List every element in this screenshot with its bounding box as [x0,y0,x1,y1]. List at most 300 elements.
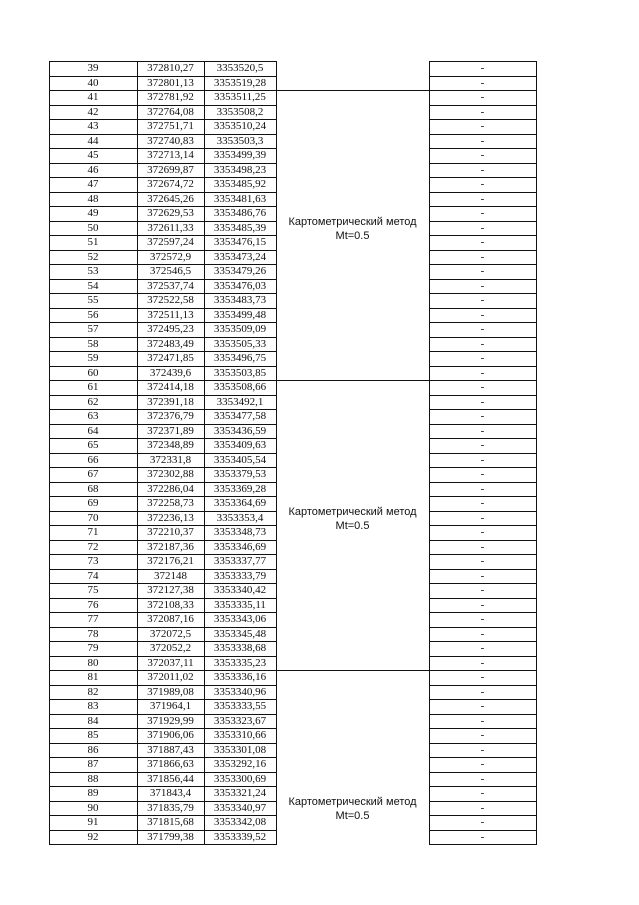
y-coordinate-cell: 3353323,67 [213,714,267,727]
x-coordinate-cell: 372236,13 [147,511,194,524]
table-rule [49,351,277,352]
x-coordinate-cell: 372483,49 [147,337,194,350]
y-coordinate-cell: 3353505,33 [213,337,267,350]
x-coordinate-cell: 372072,5 [149,627,192,640]
error-value-cell: - [480,120,485,132]
table-rule [429,293,537,294]
point-number-cell: 44 [87,134,99,147]
point-number-cell: 58 [87,337,99,350]
error-value-cell: - [480,468,485,480]
x-coordinate-cell: 372187,36 [147,540,194,553]
table-rule [429,583,537,584]
x-coordinate-cell: 372810,27 [147,62,194,74]
table-rule [429,163,537,164]
table-rule [49,61,50,845]
y-coordinate-cell: 3353364,69 [213,497,267,509]
point-number-cell: 71 [87,526,99,538]
x-coordinate-cell: 371887,43 [147,743,194,756]
y-coordinate-cell: 3353509,09 [213,323,267,335]
point-number-cell: 43 [87,120,99,132]
point-number-cell: 68 [87,482,99,495]
point-number-cell: 82 [87,685,99,698]
table-rule [137,61,138,845]
table-rule [49,61,277,62]
point-number-cell: 55 [87,294,99,306]
table-rule [49,786,277,787]
table-rule [429,569,537,570]
y-coordinate-cell: 3353335,11 [214,598,266,611]
y-coordinate-cell: 3353511,25 [214,91,266,103]
x-coordinate-cell: 372781,92 [147,91,194,103]
table-rule [429,728,537,729]
table-rule [276,90,430,91]
table-rule [49,830,277,831]
point-number-cell: 86 [87,743,99,756]
x-coordinate-cell: 372537,74 [147,279,194,292]
y-coordinate-cell: 3353300,69 [213,772,267,785]
table-rule [49,699,277,700]
table-rule [429,641,537,642]
x-coordinate-cell: 372148 [154,569,187,582]
table-rule [49,743,277,744]
point-number-cell: 60 [87,366,99,379]
x-coordinate-cell: 371815,68 [147,816,194,828]
table-rule [49,815,277,816]
y-coordinate-cell: 3353310,66 [213,729,267,741]
y-coordinate-cell: 3353483,73 [213,294,267,306]
x-coordinate-cell: 372258,73 [147,497,194,509]
x-coordinate-cell: 371929,99 [147,714,194,727]
table-rule [204,61,205,845]
table-rule [429,685,537,686]
y-coordinate-cell: 3353333,79 [213,569,267,582]
table-rule [429,235,537,236]
table-rule [429,206,537,207]
error-value-cell: - [480,163,485,176]
point-number-cell: 75 [87,584,99,596]
error-value-cell: - [480,366,485,379]
x-coordinate-cell: 372645,26 [147,192,194,205]
x-coordinate-cell: 372302,88 [147,468,194,480]
x-coordinate-cell: 371843,4 [149,787,192,799]
y-coordinate-cell: 3353476,15 [213,236,267,248]
y-coordinate-cell: 3353340,96 [213,685,267,698]
error-value-cell: - [480,540,485,553]
table-rule [429,627,537,628]
table-rule [49,598,277,599]
table-rule [49,554,277,555]
table-rule [429,743,537,744]
table-rule [429,482,537,483]
point-number-cell: 69 [87,497,99,509]
table-rule [429,119,537,120]
x-coordinate-cell: 372414,18 [147,381,194,393]
method-precision: Mt=0.5 [335,519,370,532]
point-number-cell: 53 [87,265,99,277]
x-coordinate-cell: 372674,72 [147,178,194,190]
x-coordinate-cell: 372127,38 [147,584,194,596]
table-rule [49,105,277,106]
method-label-group-2 [276,505,429,533]
y-coordinate-cell: 3353476,03 [213,279,267,292]
y-coordinate-cell: 3353292,16 [213,758,267,770]
error-value-cell: - [480,207,485,219]
y-coordinate-cell: 3353499,39 [213,149,267,161]
point-number-cell: 92 [87,830,99,843]
point-number-cell: 51 [87,236,99,248]
table-rule [276,670,430,671]
x-coordinate-cell: 371799,38 [147,830,194,843]
error-value-cell: - [480,598,485,611]
table-rule [49,670,277,671]
point-number-cell: 91 [87,816,99,828]
error-value-cell: - [480,395,485,408]
table-rule [276,61,277,845]
table-rule [429,264,537,265]
y-coordinate-cell: 3353369,28 [213,482,267,495]
x-coordinate-cell: 372210,37 [147,526,194,538]
method-precision: Mt=0.5 [335,229,370,242]
x-coordinate-cell: 372740,83 [147,134,194,147]
table-rule [429,76,537,77]
table-rule [429,844,537,845]
table-rule [429,656,537,657]
table-rule [429,366,537,367]
x-coordinate-cell: 372801,13 [147,76,194,89]
x-coordinate-cell: 372108,33 [147,598,194,611]
table-rule [49,119,277,120]
x-coordinate-cell: 372471,85 [147,352,194,364]
point-number-cell: 66 [87,453,99,466]
table-rule [49,395,277,396]
y-coordinate-cell: 3353342,08 [213,816,267,828]
table-rule [49,438,277,439]
table-rule [49,76,277,77]
table-rule [49,656,277,657]
error-value-cell: - [480,787,485,799]
y-coordinate-cell: 3353479,26 [213,265,267,277]
table-rule [49,627,277,628]
y-coordinate-cell: 3353477,58 [213,410,267,422]
method-precision: Mt=0.5 [335,809,370,822]
x-coordinate-cell: 371835,79 [147,801,194,814]
table-rule [49,337,277,338]
x-coordinate-cell: 372699,87 [147,163,194,176]
point-number-cell: 73 [87,555,99,567]
table-rule [49,250,277,251]
error-value-cell: - [480,178,485,190]
y-coordinate-cell: 3353503,3 [216,134,264,147]
point-number-cell: 49 [87,207,99,219]
table-rule [49,366,277,367]
y-coordinate-cell: 3353485,92 [213,178,267,190]
error-value-cell: - [480,453,485,466]
error-value-cell: - [480,105,485,118]
table-rule [429,322,537,323]
error-value-cell: - [480,149,485,161]
y-coordinate-cell: 3353301,08 [213,743,267,756]
method-name: Картометрический метод [288,215,417,228]
x-coordinate-cell: 372572,9 [149,250,192,263]
x-coordinate-cell: 372371,89 [147,424,194,437]
table-rule [49,192,277,193]
y-coordinate-cell: 3353405,54 [213,453,267,466]
point-number-cell: 54 [87,279,99,292]
y-coordinate-cell: 3353321,24 [213,787,267,799]
table-rule [429,815,537,816]
error-value-cell: - [480,192,485,205]
point-number-cell: 39 [87,62,99,74]
error-value-cell: - [480,308,485,321]
error-value-cell: - [480,497,485,509]
table-rule [49,540,277,541]
y-coordinate-cell: 3353498,23 [213,163,267,176]
table-rule [429,380,537,381]
table-rule [429,554,537,555]
table-rule [429,308,537,309]
point-number-cell: 79 [87,642,99,654]
x-coordinate-cell: 372629,53 [147,207,194,219]
table-rule [49,380,277,381]
y-coordinate-cell: 3353333,55 [213,700,267,712]
point-number-cell: 84 [87,714,99,727]
point-number-cell: 81 [87,671,99,683]
table-rule [429,90,537,91]
table-rule [429,670,537,671]
table-rule [49,90,277,91]
y-coordinate-cell: 3353481,63 [213,192,267,205]
table-rule [49,728,277,729]
x-coordinate-cell: 372037,11 [147,656,194,669]
table-rule [429,511,537,512]
x-coordinate-cell: 371866,63 [147,758,194,770]
table-rule [429,786,537,787]
point-number-cell: 48 [87,192,99,205]
error-value-cell: - [480,236,485,248]
error-value-cell: - [480,511,485,524]
point-number-cell: 87 [87,758,99,770]
x-coordinate-cell: 372376,79 [147,410,194,422]
x-coordinate-cell: 371989,08 [147,685,194,698]
table-rule [536,61,537,845]
x-coordinate-cell: 372331,8 [149,453,192,466]
table-rule [49,569,277,570]
point-number-cell: 57 [87,323,99,335]
x-coordinate-cell: 372348,89 [147,439,194,451]
x-coordinate-cell: 372176,21 [147,555,194,567]
table-rule [429,699,537,700]
error-value-cell: - [480,134,485,147]
error-value-cell: - [480,381,485,393]
error-value-cell: - [480,62,485,74]
table-rule [49,264,277,265]
x-coordinate-cell: 372052,2 [149,642,192,654]
point-number-cell: 89 [87,787,99,799]
table-rule [49,496,277,497]
table-rule [49,612,277,613]
table-rule [49,148,277,149]
point-number-cell: 42 [87,105,99,118]
error-value-cell: - [480,685,485,698]
error-value-cell: - [480,265,485,277]
table-rule [429,177,537,178]
table-rule [429,714,537,715]
point-number-cell: 40 [87,76,99,89]
table-rule [49,757,277,758]
point-number-cell: 52 [87,250,99,263]
method-label-group-3 [276,795,429,823]
table-rule [429,279,537,280]
x-coordinate-cell: 372597,24 [147,236,194,248]
point-number-cell: 61 [87,381,99,393]
table-rule [429,351,537,352]
error-value-cell: - [480,642,485,654]
point-number-cell: 80 [87,656,99,669]
table-rule [429,250,537,251]
table-rule [276,380,430,381]
y-coordinate-cell: 3353343,06 [213,613,267,625]
point-number-cell: 64 [87,424,99,437]
y-coordinate-cell: 3353339,52 [213,830,267,843]
table-rule [429,467,537,468]
error-value-cell: - [480,482,485,495]
error-value-cell: - [480,729,485,741]
table-rule [429,496,537,497]
table-rule [49,772,277,773]
point-number-cell: 67 [87,468,99,480]
table-rule [429,540,537,541]
y-coordinate-cell: 3353519,28 [213,76,267,89]
error-value-cell: - [480,714,485,727]
point-number-cell: 65 [87,439,99,451]
table-rule [429,337,537,338]
table-rule [49,482,277,483]
y-coordinate-cell: 3353520,5 [216,62,264,74]
y-coordinate-cell: 3353485,39 [213,221,267,234]
table-rule [429,801,537,802]
table-rule [429,105,537,106]
error-value-cell: - [480,555,485,567]
x-coordinate-cell: 372764,08 [147,105,194,118]
x-coordinate-cell: 372286,04 [147,482,194,495]
table-rule [429,134,537,135]
x-coordinate-cell: 371964,1 [149,700,192,712]
error-value-cell: - [480,816,485,828]
y-coordinate-cell: 3353346,69 [213,540,267,553]
x-coordinate-cell: 372391,18 [147,395,194,408]
y-coordinate-cell: 3353348,73 [213,526,267,538]
y-coordinate-cell: 3353508,66 [213,381,267,393]
error-value-cell: - [480,337,485,350]
table-rule [429,453,537,454]
error-value-cell: - [480,439,485,451]
error-value-cell: - [480,613,485,625]
table-rule [49,685,277,686]
error-value-cell: - [480,830,485,843]
point-number-cell: 70 [87,511,99,524]
table-rule [49,221,277,222]
x-coordinate-cell: 372511,13 [147,308,194,321]
method-label-group-1 [276,215,429,243]
error-value-cell: - [480,801,485,814]
point-number-cell: 74 [87,569,99,582]
point-number-cell: 41 [87,91,99,103]
error-value-cell: - [480,91,485,103]
point-number-cell: 45 [87,149,99,161]
error-value-cell: - [480,671,485,683]
table-rule [429,438,537,439]
y-coordinate-cell: 3353510,24 [213,120,267,132]
point-number-cell: 76 [87,598,99,611]
error-value-cell: - [480,410,485,422]
point-number-cell: 78 [87,627,99,640]
x-coordinate-cell: 372751,71 [147,120,194,132]
table-rule [429,612,537,613]
y-coordinate-cell: 3353335,23 [213,656,267,669]
x-coordinate-cell: 372439,6 [149,366,192,379]
point-number-cell: 59 [87,352,99,364]
error-value-cell: - [480,758,485,770]
y-coordinate-cell: 3353436,59 [213,424,267,437]
y-coordinate-cell: 3353379,53 [213,468,267,480]
error-value-cell: - [480,772,485,785]
error-value-cell: - [480,700,485,712]
table-rule [429,61,537,62]
error-value-cell: - [480,656,485,669]
table-rule [49,467,277,468]
point-number-cell: 63 [87,410,99,422]
y-coordinate-cell: 3353340,42 [213,584,267,596]
error-value-cell: - [480,424,485,437]
table-rule [49,293,277,294]
x-coordinate-cell: 371906,06 [147,729,194,741]
table-rule [429,192,537,193]
table-rule [49,163,277,164]
table-rule [49,409,277,410]
table-rule [429,395,537,396]
table-rule [49,525,277,526]
point-number-cell: 46 [87,163,99,176]
point-number-cell: 77 [87,613,99,625]
table-rule [429,772,537,773]
x-coordinate-cell: 372546,5 [149,265,192,277]
table-rule [49,453,277,454]
table-rule [49,801,277,802]
point-number-cell: 50 [87,221,99,234]
point-number-cell: 72 [87,540,99,553]
y-coordinate-cell: 3353499,48 [213,308,267,321]
y-coordinate-cell: 3353338,68 [213,642,267,654]
table-rule [429,221,537,222]
table-rule [49,206,277,207]
table-rule [49,641,277,642]
error-value-cell: - [480,352,485,364]
error-value-cell: - [480,584,485,596]
y-coordinate-cell: 3353345,48 [213,627,267,640]
y-coordinate-cell: 3353492,1 [216,395,264,408]
table-rule [429,757,537,758]
y-coordinate-cell: 3353353,4 [216,511,264,524]
table-rule [49,134,277,135]
x-coordinate-cell: 371856,44 [147,772,194,785]
table-rule [429,424,537,425]
table-rule [429,598,537,599]
table-rule [49,511,277,512]
y-coordinate-cell: 3353496,75 [213,352,267,364]
x-coordinate-cell: 372713,14 [147,149,194,161]
table-rule [429,61,430,845]
error-value-cell: - [480,221,485,234]
